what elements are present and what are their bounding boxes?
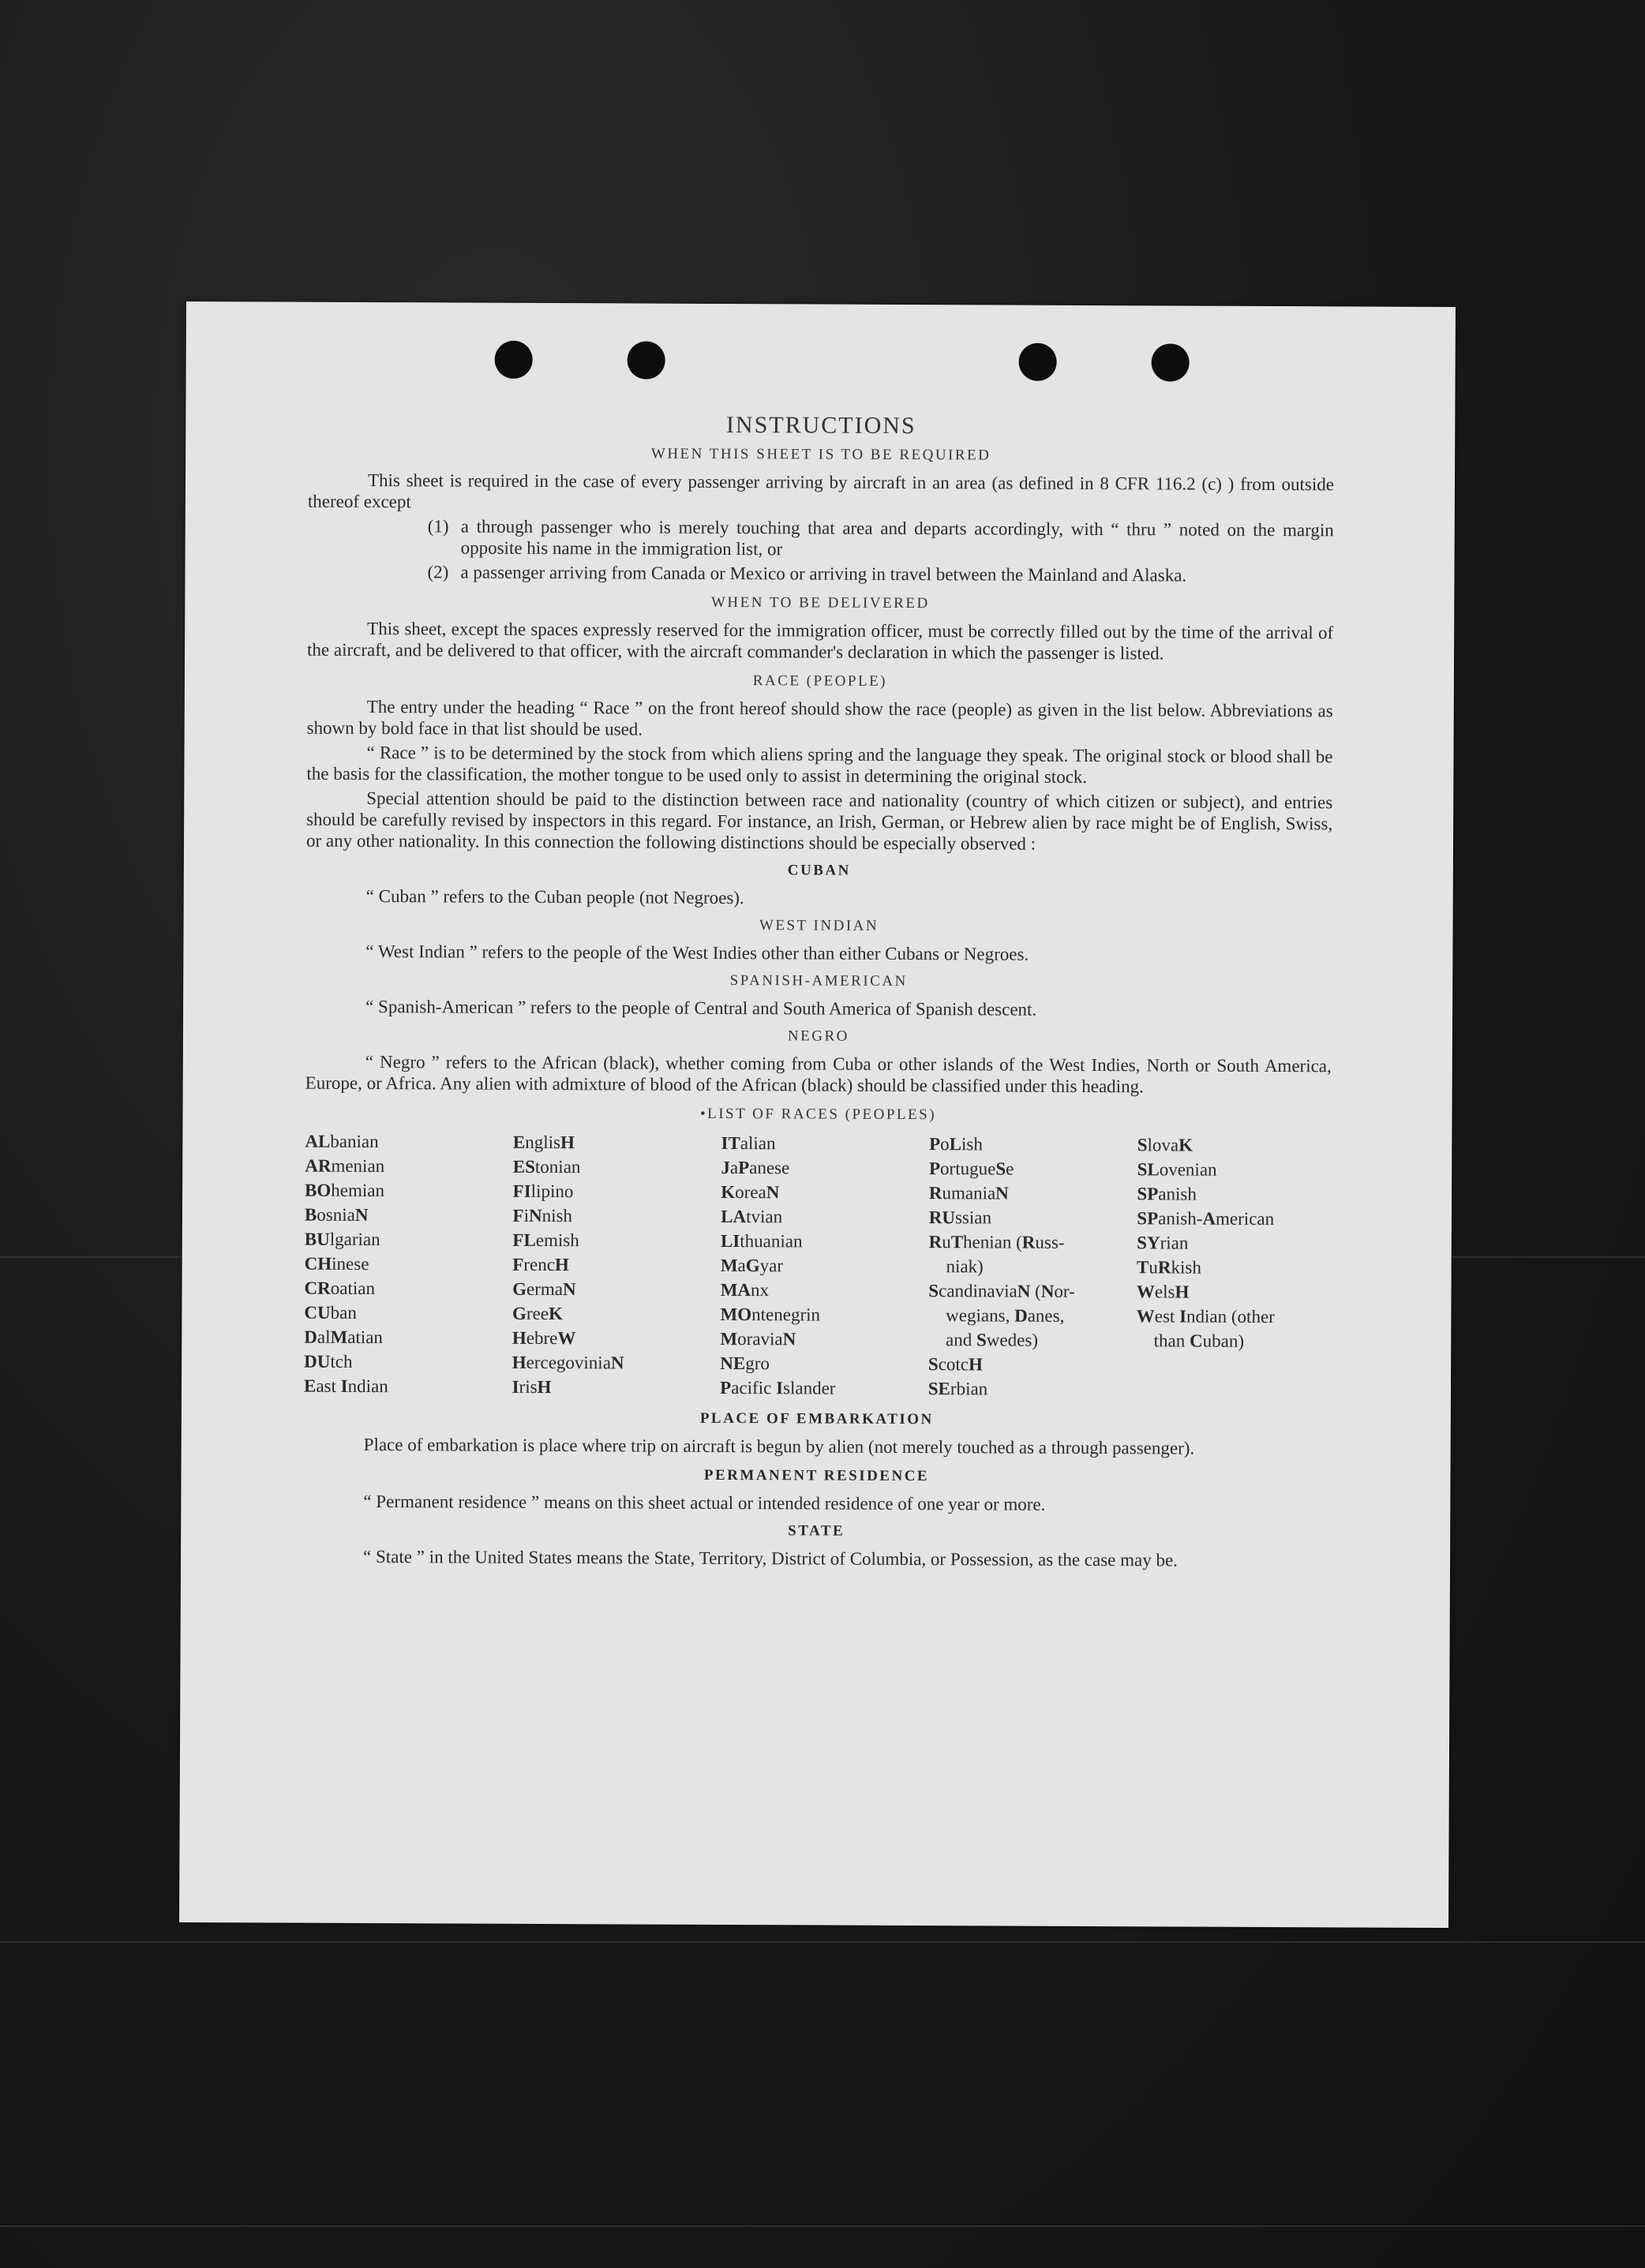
- heading-when-required: WHEN THIS SHEET IS TO BE REQUIRED: [650, 445, 991, 464]
- race-entry: GermaN: [512, 1278, 576, 1300]
- punch-hole: [1152, 343, 1190, 381]
- race-entry: SErbian: [927, 1379, 988, 1399]
- race-entry: MAnx: [720, 1279, 770, 1301]
- race-entry: SLovenian: [1137, 1159, 1217, 1180]
- page-title: INSTRUCTIONS: [725, 411, 916, 440]
- races-list: [304, 1129, 1331, 1403]
- race-entry: FrencH: [512, 1254, 569, 1275]
- cuban-text: “ Cuban ” refers to the Cuban people (not Negroes).: [365, 886, 744, 908]
- permanent-residence-text: “ Permanent residence ” means on this sheet actual or intended residence of one year or more.: [363, 1491, 1046, 1514]
- exception-item-2: (2) a passenger arriving from Canada or Mexico or arriving in travel between the Mainland and Alaska.: [427, 562, 1187, 586]
- when-delivered-text: This sheet, except the spaces expressly reserved for the immigration officer, must be correctly filled out by the time of the arrival of the aircraft, and be delivered to that officer, with the aircraft commander's declaration in which the passenger is listed.: [307, 619, 1334, 664]
- race-entry: BUlgarian: [304, 1229, 380, 1250]
- race-entry: MOntenegrin: [720, 1304, 821, 1325]
- sheet-content: [303, 413, 1334, 1575]
- race-entry: DalMatian: [304, 1327, 384, 1348]
- race-entry: DUtch: [304, 1351, 353, 1372]
- race-paragraph-2: “ Race ” is to be determined by the stock from which aliens spring and the language they speak. The original stock or blood shall be the basis for the classification, the mother tongue to be used only to assist in determining the original stock.: [306, 743, 1333, 787]
- race-entry: RUssian: [928, 1207, 992, 1228]
- race-entry: WelsH: [1136, 1282, 1190, 1302]
- race-entry: CRoatian: [304, 1278, 376, 1299]
- heading-permanent-residence: PERMANENT RESIDENCE: [703, 1466, 930, 1485]
- race-entry: ARmenian: [305, 1155, 385, 1177]
- race-entry: LAtvian: [721, 1206, 783, 1227]
- punch-hole: [495, 341, 533, 379]
- heading-negro: NEGRO: [787, 1027, 849, 1045]
- race-entry: TuRkish: [1137, 1257, 1201, 1278]
- races-column-4: [928, 1132, 1123, 1402]
- heading-when-delivered: WHEN TO BE DELIVERED: [710, 593, 930, 612]
- race-paragraph-1: The entry under the heading “ Race ” on the front hereof should show the race (people) as given in the list below. Abbreviations as shown by bold face in that list should be used.: [306, 697, 1333, 739]
- race-entry: LIthuanian: [720, 1230, 803, 1252]
- race-entry: SYrian: [1137, 1233, 1189, 1253]
- race-entry: NEgro: [720, 1353, 770, 1374]
- races-column-5: [1136, 1132, 1331, 1402]
- race-entry: BosniaN: [304, 1204, 369, 1226]
- heading-race: RACE (PEOPLE): [752, 672, 888, 690]
- race-entry: ITalian: [721, 1132, 776, 1154]
- negro-text: “ Negro ” refers to the African (black), whether coming from Cuba or other islands of the West Indies, North or South America, Europe, or Africa. Any alien with admixture of blood of the African (black) should be classified under this heading.: [305, 1051, 1332, 1097]
- heading-west-indian: WEST INDIAN: [759, 917, 879, 934]
- race-entry: niak): [946, 1256, 984, 1277]
- race-entry: SPanish-American: [1137, 1208, 1275, 1229]
- race-entry: FLemish: [512, 1229, 579, 1251]
- race-entry: FiNnish: [512, 1205, 573, 1226]
- race-entry: BOhemian: [305, 1180, 385, 1201]
- race-entry: PoLish: [929, 1134, 983, 1155]
- race-entry: SlovaK: [1137, 1135, 1193, 1155]
- race-entry: ALbanian: [305, 1131, 379, 1152]
- race-entry: RuThenian (Russ-: [928, 1232, 1065, 1252]
- races-column-2: [512, 1130, 707, 1400]
- race-entry: SPanish: [1137, 1184, 1197, 1204]
- race-entry: ScandinaviaN (Nor-: [928, 1281, 1075, 1301]
- race-entry: wegians, Danes,: [946, 1305, 1065, 1326]
- place-of-embarkation-text: Place of embarkation is place where trip on aircraft is begun by alien (not merely touched as a through passenger).: [363, 1434, 1195, 1458]
- race-entry: EnglisH: [512, 1132, 575, 1153]
- punch-hole: [628, 341, 665, 379]
- state-text: “ State ” in the United States means the State, Territory, District of Columbia, or Possession, as the case may be.: [363, 1546, 1178, 1570]
- heading-cuban: CUBAN: [787, 862, 851, 879]
- race-paragraph-3: Special attention should be paid to the distinction between race and nationality (country of which citizen or subject), and entries should be carefully revised by inspectors in this regard. For instance, an Irish, German, or Hebrew alien by race might be of English, Swiss, or any other nationality. In this connection the following distinctions should be especially observed :: [305, 788, 1333, 854]
- race-entry: CHinese: [304, 1253, 369, 1274]
- race-entry: IrisH: [511, 1376, 552, 1398]
- race-entry: than Cuban): [1153, 1330, 1245, 1351]
- race-entry: ScotcH: [927, 1354, 983, 1375]
- race-entry: East Indian: [303, 1375, 388, 1397]
- race-entry: KoreaN: [721, 1181, 780, 1203]
- instruction-sheet: [179, 301, 1456, 1928]
- races-column-1: [304, 1129, 499, 1399]
- race-entry: MaGyar: [720, 1255, 784, 1276]
- scan-artifact: [0, 2225, 1645, 2227]
- race-entry: FIlipino: [512, 1181, 574, 1202]
- race-entry: JaPanese: [721, 1157, 790, 1178]
- race-entry: MoraviaN: [720, 1328, 796, 1349]
- races-column-3: [720, 1131, 915, 1401]
- race-entry: EStonian: [512, 1156, 581, 1177]
- race-entry: and Swedes): [946, 1330, 1039, 1350]
- race-entry: PortugueSe: [928, 1158, 1014, 1179]
- race-entry: CUban: [304, 1302, 357, 1323]
- west-indian-text: “ West Indian ” refers to the people of the West Indies other than either Cubans or Negroes.: [365, 941, 1029, 964]
- spanish-american-text: “ Spanish-American ” refers to the people of Central and South America of Spanish descent.: [365, 996, 1037, 1020]
- race-entry: HercegoviniaN: [511, 1352, 624, 1373]
- exception-item-1: (1) a through passenger who is merely touching that area and departs accordingly, with “ thru ” noted on the margin opposite his name in the immigration list, or: [427, 516, 1334, 560]
- race-entry: GreeK: [511, 1303, 563, 1324]
- heading-place-of-embarkation: PLACE OF EMBARKATION: [699, 1409, 934, 1428]
- heading-list-of-races: •LIST OF RACES (PEOPLES): [699, 1105, 937, 1124]
- heading-state: STATE: [788, 1522, 845, 1540]
- race-entry: HebreW: [511, 1327, 576, 1349]
- scan-artifact: [0, 1941, 1645, 1943]
- race-entry: West Indian (other: [1136, 1306, 1275, 1327]
- heading-spanish-american: SPANISH-AMERICAN: [729, 972, 908, 990]
- race-entry: RumaniaN: [928, 1183, 1009, 1203]
- when-required-intro: This sheet is required in the case of every passenger arriving by aircraft in an area (as defined in 8 CFR 116.2 (c) ) from outside thereof except: [307, 470, 1335, 512]
- punch-hole: [1019, 343, 1057, 381]
- race-entry: Pacific Islander: [720, 1377, 836, 1398]
